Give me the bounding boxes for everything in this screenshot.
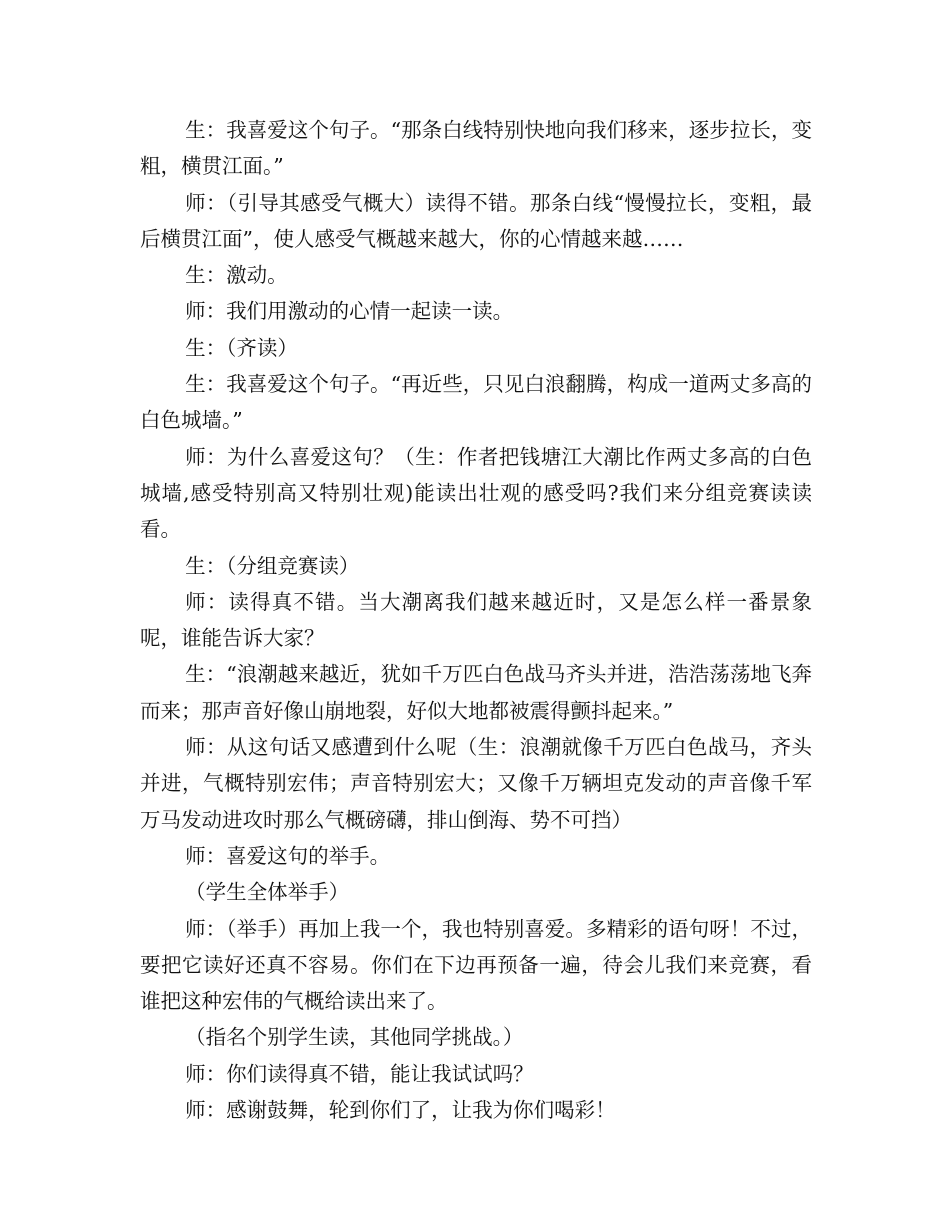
paragraph: 师：感谢鼓舞，轮到你们了，让我为你们喝彩！ — [185, 1098, 616, 1123]
paragraph: 生：“浪潮越来越近，犹如千万匹白色战马齐头并进，浩浩荡荡地飞奔而来；那声音好像山崩地裂，好似大地都被震得颤抖起来。” — [140, 662, 812, 723]
paragraph: 师：读得真不错。当大潮离我们越来越近时，又是怎么样一番景象呢，谁能告诉大家？ — [140, 589, 812, 651]
paragraph: 师：从这句话又感遭到什么呢（生：浪潮就像千万匹白色战马，齐头并进，气概特别宏伟；声音特别宏大；又像千万辆坦克发动的声音像千军万马发动进攻时那么气概磅礴，排山倒海、势不可挡） — [140, 735, 812, 832]
paragraph: 师：喜爱这句的举手。 — [185, 843, 391, 868]
paragraph: 生：（齐读） — [185, 335, 298, 360]
paragraph: 师：你们读得真不错，能让我试试吗？ — [185, 1061, 534, 1086]
paragraph: 生：（分组竞赛读） — [185, 553, 360, 578]
paragraph: 师：（引导其感受气概大）读得不错。那条白线“慢慢拉长，变粗，最后横贯江面”，使人感受气概越来越大，你的心情越来越…… — [140, 190, 812, 251]
paragraph: （指名个别学生读，其他同学挑战。） — [185, 1025, 524, 1050]
paragraph: 生：激动。 — [185, 263, 288, 288]
paragraph: 生：我喜爱这个句子。“那条白线特别快地向我们移来，逐步拉长，变粗，横贯江面。” — [140, 118, 812, 179]
paragraph: 生：我喜爱这个句子。“再近些，只见白浪翻腾，构成一道两丈多高的白色城墙。” — [140, 372, 812, 433]
document-body — [140, 112, 812, 1128]
paragraph: 师：（举手）再加上我一个，我也特别喜爱。多精彩的语句呀！不过，要把它读好还真不容易。你们在下边再预备一遍，待会儿我们来竞赛，看谁把这种宏伟的气概给读出来了。 — [140, 916, 812, 1014]
paragraph: （学生全体举手） — [185, 880, 350, 905]
paragraph: 师：为什么喜爱这句？（生：作者把钱塘江大潮比作两丈多高的白色城墙,感受特别高又特别壮观)能读出壮观的感受吗?我们来分组竞赛读读看。 — [140, 444, 812, 542]
paragraph: 师：我们用激动的心情一起读一读。 — [185, 299, 514, 324]
